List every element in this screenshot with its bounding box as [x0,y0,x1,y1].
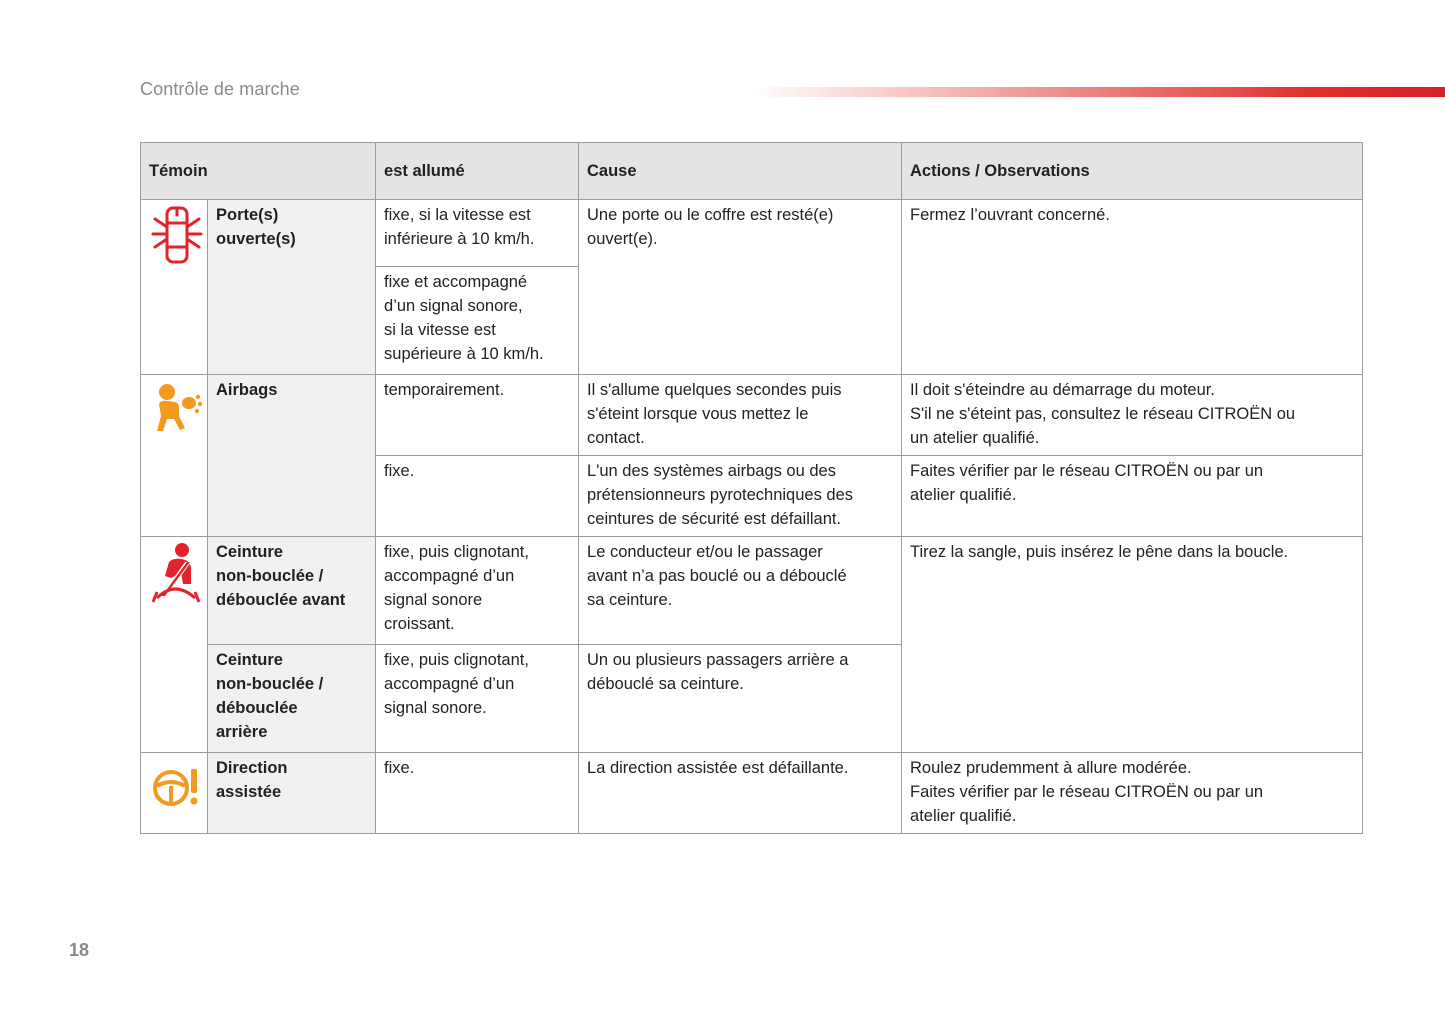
airbags-action-2: Faites vérifier par le réseau CITROËN ou par un atelier qualifié. [902,456,1363,537]
table-row [141,753,1363,834]
airbags-icon-cell [141,375,208,537]
seatbelt-icon [149,540,205,604]
steering-action: Roulez prudemment à allure modérée. Faites vérifier par le réseau CITROËN ou par un atelier qualifié. [902,753,1363,834]
section-title: Contrôle de marche [140,79,300,99]
steering-cause: La direction assistée est défaillante. [579,753,902,834]
col-header-cause: Cause [579,143,902,200]
doors-name: Porte(s) ouverte(s) [208,200,376,375]
airbags-name: Airbags [208,375,376,537]
table-row [141,537,1363,645]
doors-state-2: fixe et accompagné d’un signal sonore, si la vitesse est supérieure à 10 km/h. [376,267,579,375]
steering-icon-cell [141,753,208,834]
seatbelt-rear-name: Ceinture non-bouclée / débouclée arrière [208,645,376,753]
power-steering-icon [149,756,205,820]
steering-name: Direction assistée [208,753,376,834]
seatbelt-front-state: fixe, puis clignotant, accompagné d’un signal sonore croissant. [376,537,579,645]
doors-action: Fermez l’ouvrant concerné. [902,200,1363,375]
doors-state-1: fixe, si la vitesse est inférieure à 10 km/h. [376,200,579,267]
airbags-action-1: Il doit s'éteindre au démarrage du moteur. S'il ne s'éteint pas, consultez le réseau CITROËN ou un atelier qualifié. [902,375,1363,456]
doors-cause: Une porte ou le coffre est resté(e) ouvert(e). [579,200,902,375]
page-number: 18 [69,940,90,960]
table-row [141,375,1363,456]
airbags-state-1: temporairement. [376,375,579,456]
seatbelt-action: Tirez la sangle, puis insérez le pêne dans la boucle. [902,537,1363,753]
seatbelt-icon-cell [141,537,208,753]
doors-icon-cell [141,200,208,375]
airbags-cause-1: Il s'allume quelques secondes puis s'éteint lorsque vous mettez le contact. [579,375,902,456]
seatbelt-front-name: Ceinture non-bouclée / débouclée avant [208,537,376,645]
table-row [141,200,1363,267]
col-header-actions: Actions / Observations [902,143,1363,200]
col-header-state: est allumé [376,143,579,200]
steering-state: fixe. [376,753,579,834]
airbags-state-2: fixe. [376,456,579,537]
seatbelt-front-cause: Le conducteur et/ou le passager avant n’a pas bouclé ou a débouclé sa ceinture. [579,537,902,645]
header-accent-bar [750,87,1445,97]
airbags-cause-2: L'un des systèmes airbags ou des prétensionneurs pyrotechniques des ceintures de sécurité est défaillant. [579,456,902,537]
seatbelt-rear-state: fixe, puis clignotant, accompagné d’un signal sonore. [376,645,579,753]
col-header-temoin: Témoin [141,143,376,200]
open-door-car-icon [149,203,205,267]
table-header-row [141,143,1363,200]
seatbelt-rear-cause: Un ou plusieurs passagers arrière a débouclé sa ceinture. [579,645,902,753]
airbag-icon [149,378,205,442]
warning-lights-table [140,142,1363,834]
